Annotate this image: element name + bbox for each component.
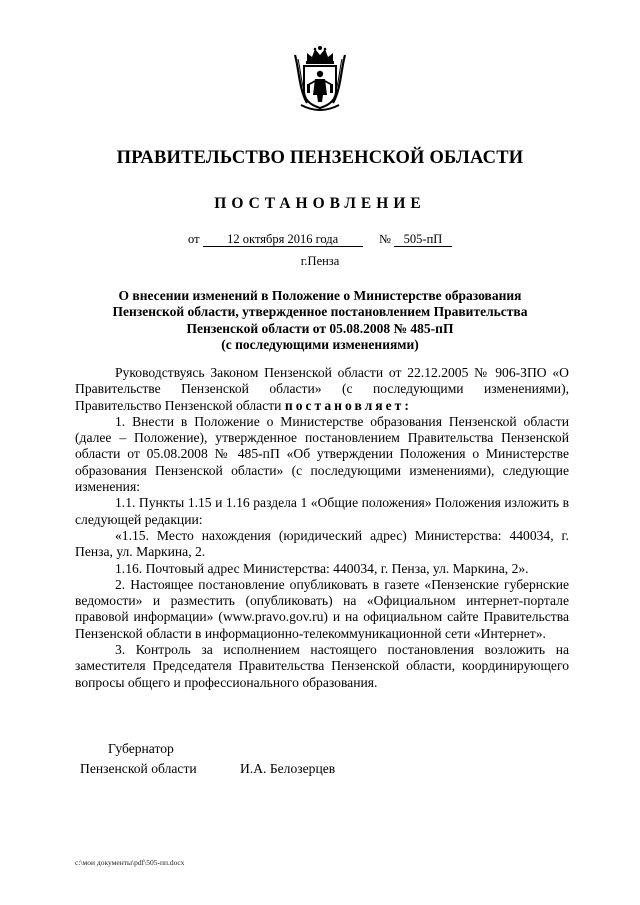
date-number-line [0, 232, 640, 247]
preamble-paragraph [75, 365, 569, 414]
preamble-text: Руководствуясь Законом Пензенской области от 22.12.2005 № 906-ЗПО «О Правительстве Пензенской области» (с последующими изменениями), Правительство Пензенской области [75, 365, 569, 413]
date-prefix: от [188, 232, 200, 246]
document-subject [90, 288, 550, 354]
signatory-position-line1: Губернатор [108, 741, 174, 756]
subject-line: (с последующими изменениями) [221, 337, 419, 353]
signatory-position-line2: Пензенской области [80, 761, 197, 776]
document-number: 505-пП [394, 232, 452, 247]
paragraph-1-1: 1.1. Пункты 1.15 и 1.16 раздела 1 «Общие положения» Положения изложить в следующей редакции: [75, 495, 569, 527]
paragraph-3: 3. Контроль за исполнением настоящего постановления возложить на заместителя Председателя Правительства Пензенской области, координирующего вопросы общего и профессионального образования. [75, 642, 569, 690]
document-city: г.Пенза [300, 254, 340, 268]
document-date: 12 октября 2016 года [203, 232, 363, 247]
file-path-footer: c:\мои документы\pdf\505-пп.docx [75, 858, 185, 867]
decides-word: постановляет: [284, 397, 412, 413]
number-prefix: № [378, 232, 391, 246]
subject-line: Пензенской области от 05.08.2008 № 485-пП [186, 320, 454, 336]
subject-line: Пензенской области, утвержденное постановлением Правительства [112, 304, 528, 320]
paragraph-2: 2. Настоящее постановление опубликовать в газете «Пензенские губернские ведомости» и разместить (опубликовать) на «Официальном интернет-портале правовой информации» (www.pravo.gov.ru) и на официальном сайте Правительства Пензенской области в информационно-телекоммуникационной сети «Интернет». [75, 576, 569, 641]
paragraph-1-16: 1.16. Почтовый адрес Министерства: 440034, г. Пенза, ул. Маркина, 2». [115, 560, 529, 576]
organization-title: ПРАВИТЕЛЬСТВО ПЕНЗЕНСКОЙ ОБЛАСТИ [116, 148, 524, 168]
signatory-name: И.А. Белозерцев [240, 761, 336, 776]
document-type: ПОСТАНОВЛЕНИЕ [214, 195, 426, 212]
document-body [75, 365, 569, 691]
signature-block [80, 739, 335, 779]
paragraph-1: 1. Внести в Положение о Министерстве образования Пензенской области (далее – Положение), утвержденное постановлением Правительства Пензенской области от 05.08.2008 № 485-пП «Об утверждении Положения о Министерстве образования Пензенской области» (с последующими изменениями), следующие изменения: [75, 413, 569, 495]
paragraph-1-15: «1.15. Место нахождения (юридический адрес) Министерства: 440034, г. Пенза, ул. Маркина, 2. [75, 527, 569, 560]
coat-of-arms-icon [293, 45, 347, 113]
subject-line: О внесении изменений в Положение о Министерстве образования [118, 288, 522, 303]
